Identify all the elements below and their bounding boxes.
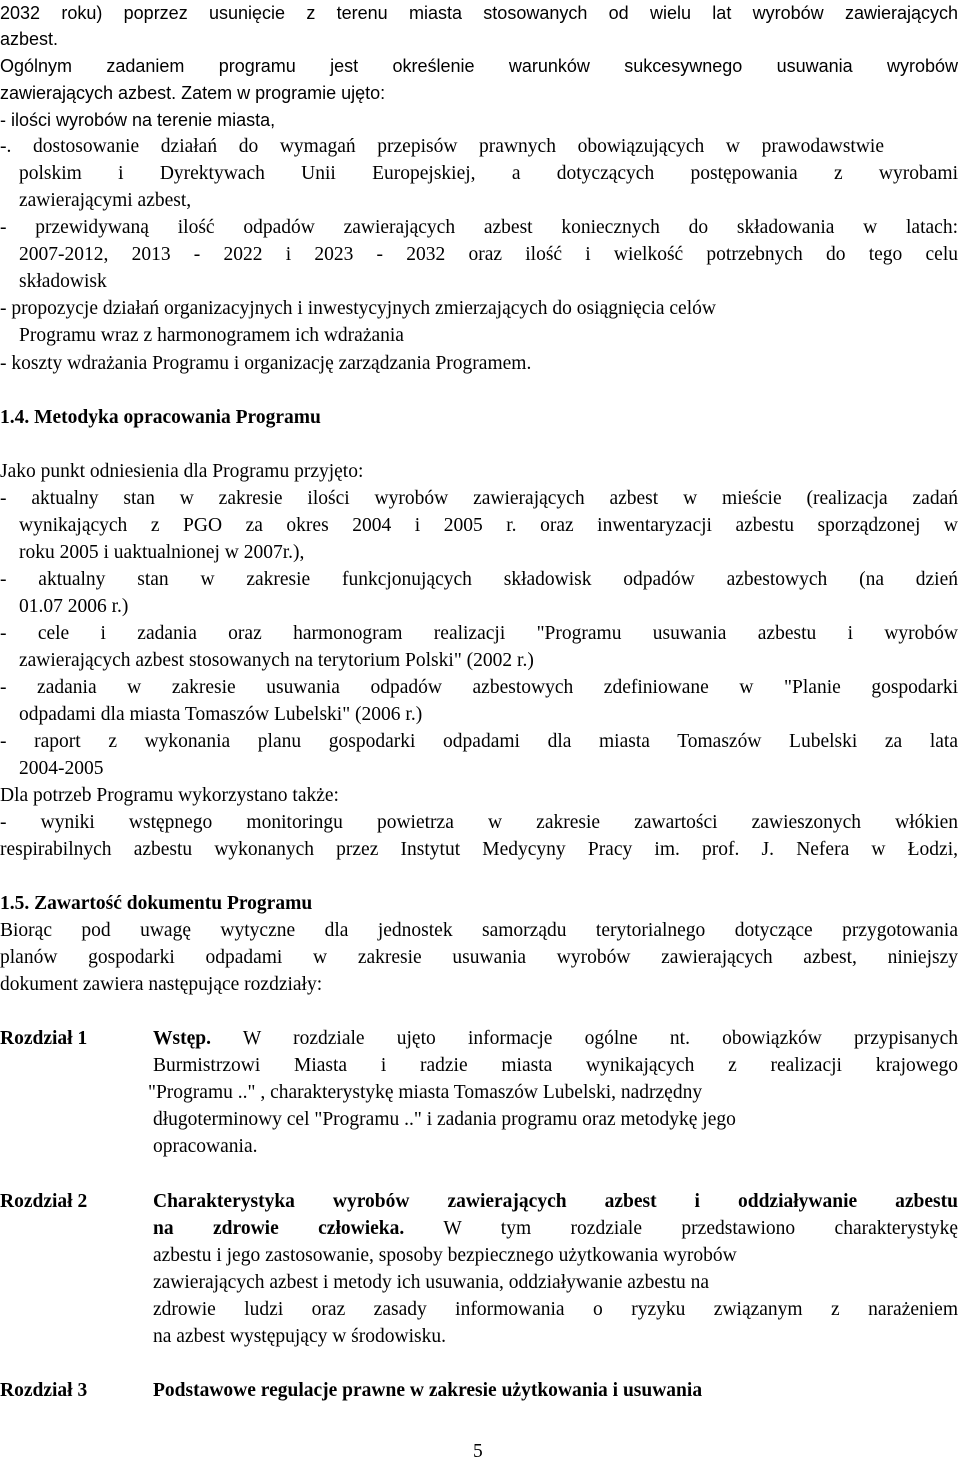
text-line: odpadami dla miasta Tomaszów Lubelski" (2006 r.) [19,704,423,725]
text-line: planów gospodarki odpadami w zakresie usuwania wyrobów zawierających azbest, niniejszy [0,947,958,968]
text-line: Wstęp. W rozdziale ujęto informacje ogólne nt. obowiązków przypisanych [153,1028,958,1049]
text-line: dokument zawiera następujące rozdziały: [0,974,323,995]
text-line: opracowania. [153,1136,258,1157]
chapter-title: Podstawowe regulacje prawne w zakresie użytkowania i usuwania [153,1380,703,1401]
chapter-title: Charakterystyka wyrobów zawierających azbest i oddziaływanie azbestu [153,1191,958,1212]
text-line: na zdrowie człowieka. W tym rozdziale przedstawiono charakterystykę [153,1218,958,1239]
list-item: - ilości wyrobów na terenie miasta, [0,110,276,130]
list-item: - aktualny stan w zakresie ilości wyrobów zawierających azbest w mieście (realizacja zadań [0,488,958,509]
list-item: - koszty wdrażania Programu i organizację zarządzania Programem. [0,353,532,374]
text-line: "Programu .." , charakterystykę miasta Tomaszów Lubelski, nadrzędny [148,1082,703,1103]
text-line: wynikających z PGO za okres 2004 i 2005 r. oraz inwentaryzacji azbestu sporządzonej w [19,515,958,536]
section-number: 1.5. [0,893,30,914]
text-line: azbestu i jego zastosowanie, sposoby bezpiecznego użytkowania wyrobów [153,1245,737,1266]
text-line: zawierających azbest stosowanych na terytorium Polski" (2002 r.) [19,650,534,671]
text-line: Biorąc pod uwagę wytyczne dla jednostek samorządu terytorialnego dotyczące przygotowania [0,920,958,941]
text-line: zawierających azbest i metody ich usuwania, oddziaływanie azbestu na [153,1272,710,1293]
chapter-title: Wstęp. [153,1028,211,1049]
chapter-label: Rozdział 1 [0,1028,88,1049]
chapter-title: na zdrowie człowieka. [153,1218,405,1239]
text-line: 01.07 2006 r.) [19,596,129,617]
text-line: respirabilnych azbestu wykonanych przez Instytut Medycyny Pracy im. prof. J. Nefera w Łodzi, [0,839,958,860]
text-line: polskim i Dyrektywach Unii Europejskiej, a dotyczących postępowania z wyrobami [19,163,958,184]
text-line: 2007-2012, 2013 - 2022 i 2023 - 2032 oraz ilość i wielkość potrzebnych do tego celu [19,244,958,265]
text-line: Dla potrzeb Programu wykorzystano także: [0,785,339,806]
section-number: 1.4. [0,407,30,428]
list-item: - propozycje działań organizacyjnych i inwestycyjnych zmierzających do osiągnięcia celów [0,298,716,319]
text-line: 2032 roku) poprzez usunięcie z terenu miasta stosowanych od wielu lat wyrobów zawierających [0,3,958,23]
text-line: składowisk [19,271,107,292]
list-item: - zadania w zakresie usuwania odpadów azbestowych zdefiniowane w "Planie gospodarki [0,677,958,698]
list-item: - przewidywaną ilość odpadów zawierających azbest koniecznych do składowania w latach: [0,217,958,238]
chapter-label: Rozdział 2 [0,1191,88,1212]
text-line: Programu wraz z harmonogramem ich wdrażania [19,325,404,346]
section-title: Metodyka opracowania Programu [34,407,321,428]
text-line: zdrowie ludzi oraz zasady informowania o ryzyku związanym z narażeniem [153,1299,958,1320]
page-number: 5 [473,1441,483,1462]
text-line: długoterminowy cel "Programu .." i zadania programu oraz metodykę jego [153,1109,736,1130]
section-title: Zawartość dokumentu Programu [34,893,313,914]
section-heading [0,405,321,431]
text-line: Ogólnym zadaniem programu jest określenie warunków sukcesywnego usuwania wyrobów [0,56,958,76]
list-item: - aktualny stan w zakresie funkcjonujących składowisk odpadów azbestowych (na dzień [0,569,958,590]
text-line: azbest. [0,29,59,49]
text-line: Jako punkt odniesienia dla Programu przyjęto: [0,461,364,482]
list-item: - wyniki wstępnego monitoringu powietrza w zakresie zawartości zawieszonych włókien [0,812,958,833]
text-line: na azbest występujący w środowisku. [153,1326,446,1347]
text-line: Burmistrzowi Miasta i radzie miasta wynikających z realizacji krajowego [153,1055,958,1076]
text-line: 2004-2005 [19,758,104,779]
list-item: -. dostosowanie działań do wymagań przepisów prawnych obowiązujących w prawodawstwie [0,136,884,157]
list-item: - cele i zadania oraz harmonogram realizacji "Programu usuwania azbestu i wyrobów [0,623,958,644]
chapter-label: Rozdział 3 [0,1380,88,1401]
text-line: zawierającymi azbest, [19,190,192,211]
text-line: zawierających azbest. Zatem w programie ujęto: [0,83,386,103]
text-line: roku 2005 i uaktualnionej w 2007r.), [19,542,305,563]
list-item: - raport z wykonania planu gospodarki odpadami dla miasta Tomaszów Lubelski za lata [0,731,958,752]
section-heading [0,891,312,917]
